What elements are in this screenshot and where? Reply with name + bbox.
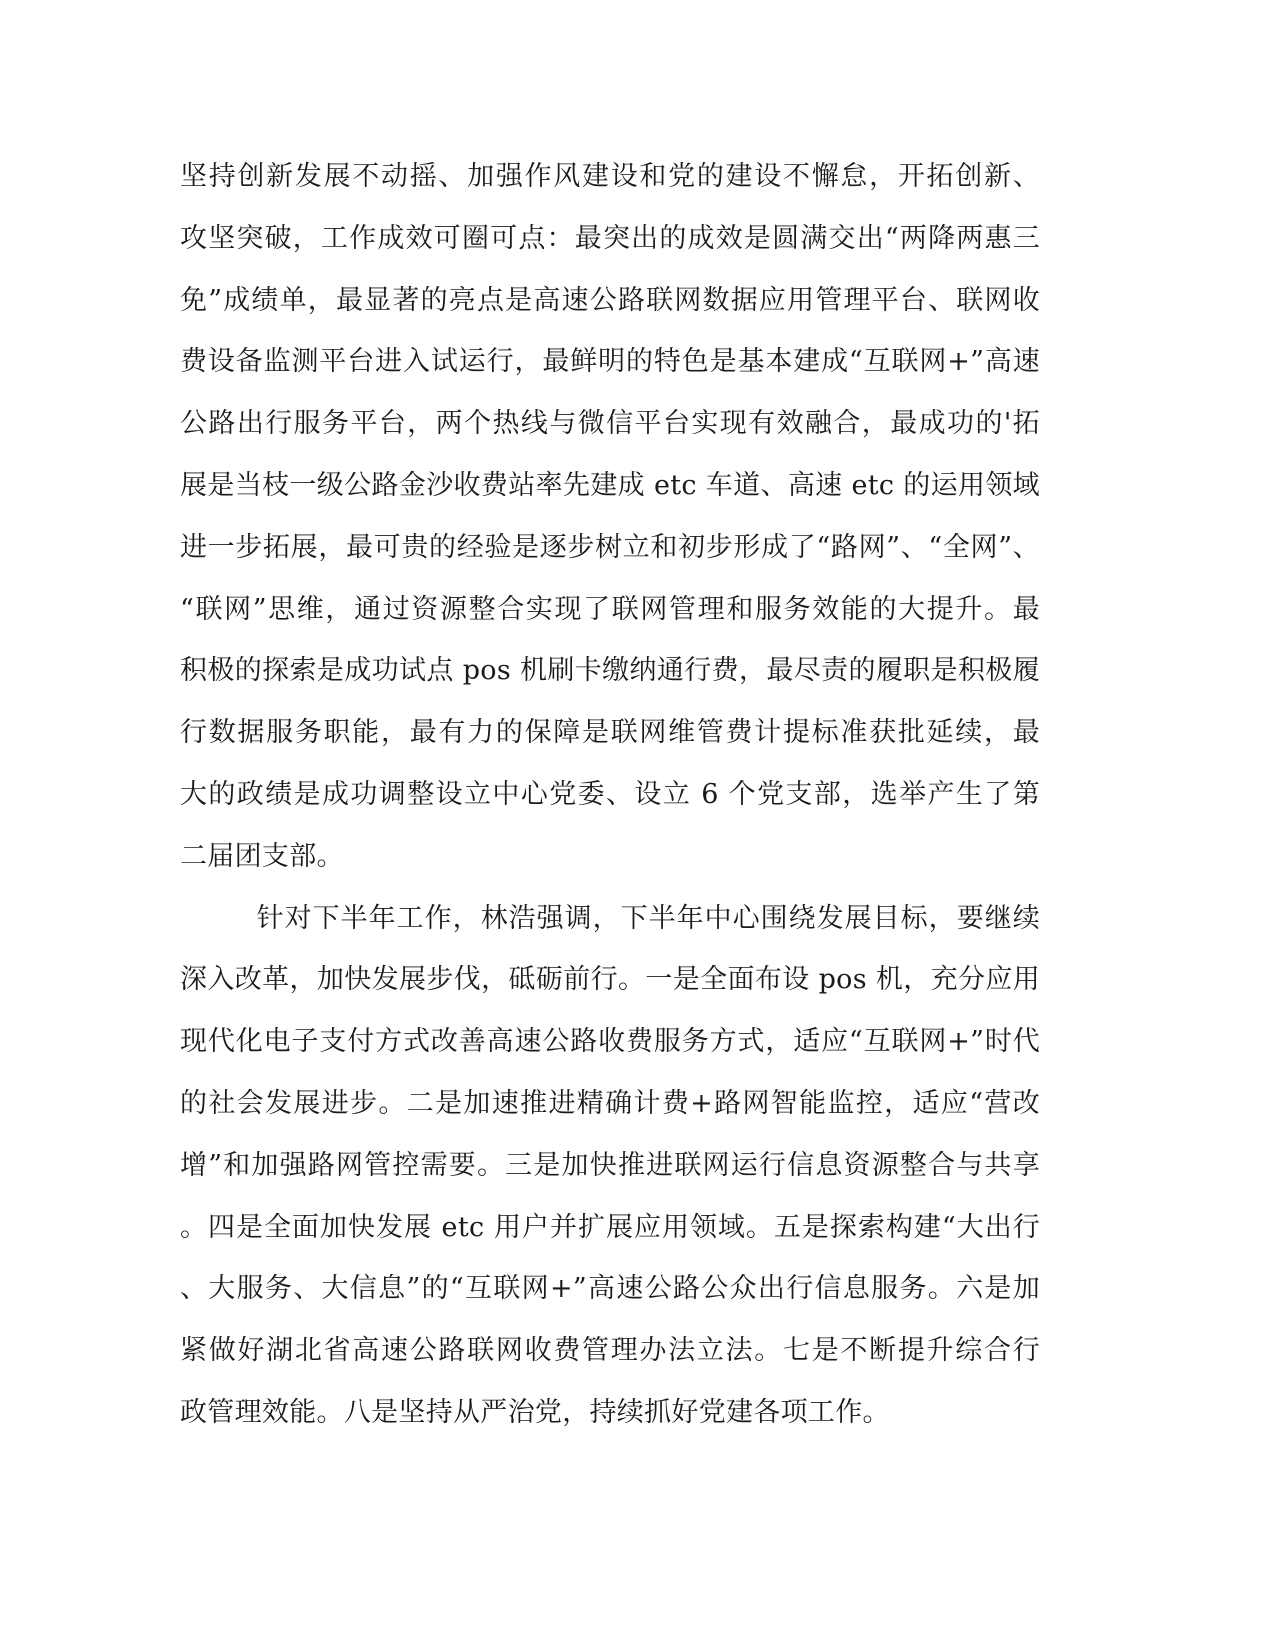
text-line: 针对下半年工作，林浩强调，下半年中心围绕发展目标，要继续 bbox=[180, 902, 1040, 934]
paragraph-1 bbox=[180, 146, 1040, 888]
text-line: 坚持创新发展不动摇、加强作风建设和党的建设不懈怠，开拓创新、 bbox=[180, 161, 1040, 192]
text-line: 行数据服务职能，最有力的保障是联网维管费计提标准获批延续，最 bbox=[180, 717, 1040, 749]
paragraph-2 bbox=[180, 888, 1040, 1444]
text-line: 费设备监测平台进入试运行，最鲜明的特色是基本建成“互联网+”高速 bbox=[180, 346, 1040, 378]
text-line: 的社会发展进步。二是加速推进精确计费+路网智能监控，适应“营改 bbox=[180, 1087, 1040, 1119]
text-line: 公路出行服务平台，两个热线与微信平台实现有效融合，最成功的'拓 bbox=[180, 408, 1040, 440]
text-line: 攻坚突破，工作成效可圈可点：最突出的成效是圆满交出“两降两惠三 bbox=[180, 222, 1040, 254]
text-line: 大的政绩是成功调整设立中心党委、设立 6 个党支部，选举产生了第 bbox=[180, 778, 1040, 810]
text-line: 政管理效能。八是坚持从严治党，持续抓好党建各项工作。 bbox=[180, 1396, 890, 1428]
text-line: 深入改革，加快发展步伐，砥砺前行。一是全面布设 pos 机，充分应用 bbox=[180, 964, 1040, 996]
text-line: 免”成绩单，最显著的亮点是高速公路联网数据应用管理平台、联网收 bbox=[180, 284, 1040, 316]
body-text bbox=[180, 146, 1040, 1444]
text-line: 展是当枝一级公路金沙收费站率先建成 etc 车道、高速 etc 的运用领域 bbox=[180, 469, 1040, 501]
text-line: 积极的探索是成功试点 pos 机刷卡缴纳通行费，最尽责的履职是积极履 bbox=[180, 655, 1040, 687]
text-line: 增”和加强路网管控需要。三是加快推进联网运行信息资源整合与共享 bbox=[180, 1149, 1040, 1181]
text-line: 、大服务、大信息”的“互联网+”高速公路公众出行信息服务。六是加 bbox=[180, 1273, 1040, 1305]
text-line: 。四是全面加快发展 etc 用户并扩展应用领域。五是探索构建“大出行 bbox=[180, 1211, 1040, 1243]
text-line: 二届团支部。 bbox=[180, 840, 344, 872]
text-line: 现代化电子支付方式改善高速公路收费服务方式，适应“互联网+”时代 bbox=[180, 1026, 1040, 1058]
text-line: “联网”思维，通过资源整合实现了联网管理和服务效能的大提升。最 bbox=[180, 593, 1040, 625]
text-line: 紧做好湖北省高速公路联网收费管理办法立法。七是不断提升综合行 bbox=[180, 1335, 1040, 1367]
text-line: 进一步拓展，最可贵的经验是逐步树立和初步形成了“路网”、“全网”、 bbox=[180, 531, 1040, 563]
